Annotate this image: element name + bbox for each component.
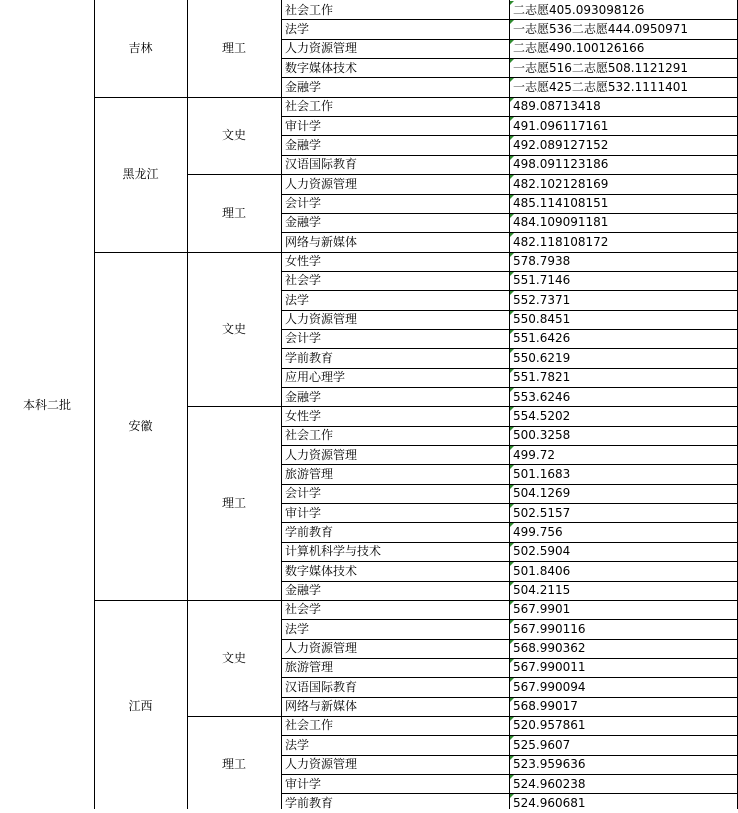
number-as-text-indicator <box>510 678 514 682</box>
major-cell[interactable]: 学前教育 <box>285 524 334 539</box>
major-cell[interactable]: 会计学 <box>285 486 322 501</box>
score-cell[interactable]: 567.990011 <box>513 660 586 675</box>
score-cell[interactable]: 499.756 <box>513 524 563 539</box>
number-as-text-indicator <box>510 388 514 392</box>
number-as-text-indicator <box>510 427 514 431</box>
score-cell[interactable]: 485.114108151 <box>513 196 609 210</box>
number-as-text-indicator <box>510 20 514 24</box>
major-cell[interactable]: 法学 <box>285 21 310 36</box>
stream-cell[interactable]: 理工 <box>221 205 246 220</box>
column-border <box>509 0 510 809</box>
major-cell[interactable]: 金融学 <box>285 215 322 230</box>
row-border <box>187 600 281 601</box>
number-as-text-indicator <box>510 117 514 121</box>
score-cell[interactable]: 525.9607 <box>513 737 571 752</box>
major-cell[interactable]: 人力资源管理 <box>285 757 358 772</box>
major-cell[interactable]: 审计学 <box>285 505 322 520</box>
major-cell[interactable]: 金融学 <box>285 79 322 94</box>
major-cell[interactable]: 人力资源管理 <box>285 41 358 56</box>
score-cell[interactable]: 551.7821 <box>513 370 571 385</box>
score-cell[interactable]: 一志愿425二志愿532.1111401 <box>513 79 689 94</box>
score-cell[interactable]: 492.089127152 <box>513 137 609 152</box>
major-cell[interactable]: 法学 <box>285 621 310 636</box>
score-cell[interactable]: 552.7371 <box>513 292 571 307</box>
major-cell[interactable]: 计算机科学与技术 <box>285 544 382 559</box>
score-cell[interactable]: 504.2115 <box>513 583 571 597</box>
major-cell[interactable]: 金融学 <box>285 389 322 404</box>
number-as-text-indicator <box>510 175 514 179</box>
score-cell[interactable]: 500.3258 <box>513 428 571 443</box>
score-cell[interactable]: 553.6246 <box>513 389 571 404</box>
province-cell[interactable]: 吉林 <box>128 41 153 56</box>
score-cell[interactable]: 524.960681 <box>513 795 586 810</box>
number-as-text-indicator <box>510 136 514 140</box>
score-cell[interactable]: 499.72 <box>513 447 555 462</box>
score-cell[interactable]: 482.118108172 <box>513 234 609 249</box>
major-cell[interactable]: 学前教育 <box>285 795 334 810</box>
number-as-text-indicator <box>510 156 514 160</box>
number-as-text-indicator <box>510 620 514 624</box>
score-cell[interactable]: 一志愿536二志愿444.0950971 <box>513 21 689 36</box>
row-border <box>187 716 281 717</box>
score-cell[interactable]: 484.109091181 <box>513 215 609 230</box>
row-border <box>187 406 281 407</box>
number-as-text-indicator <box>510 698 514 702</box>
stream-cell[interactable]: 理工 <box>221 496 246 511</box>
score-cell[interactable]: 551.6426 <box>513 331 571 346</box>
number-as-text-indicator <box>510 311 514 315</box>
number-as-text-indicator <box>510 485 514 489</box>
major-cell[interactable]: 金融学 <box>285 137 322 152</box>
province-cell[interactable]: 黑龙江 <box>122 167 159 182</box>
score-cell[interactable]: 567.9901 <box>513 602 571 617</box>
score-cell[interactable]: 502.5157 <box>513 505 571 520</box>
score-cell[interactable]: 567.990094 <box>513 679 586 694</box>
score-cell[interactable]: 491.096117161 <box>513 118 609 133</box>
major-cell[interactable]: 旅游管理 <box>285 660 334 675</box>
number-as-text-indicator <box>510 446 514 450</box>
number-as-text-indicator <box>510 349 514 353</box>
number-as-text-indicator <box>510 465 514 469</box>
score-cell[interactable]: 550.6219 <box>513 350 571 365</box>
column-border <box>94 0 95 809</box>
number-as-text-indicator <box>510 78 514 82</box>
score-cell[interactable]: 523.959636 <box>513 757 586 772</box>
number-as-text-indicator <box>510 717 514 721</box>
province-cell[interactable]: 安徽 <box>128 418 153 433</box>
major-cell[interactable]: 法学 <box>285 292 310 307</box>
stream-cell[interactable]: 文史 <box>221 650 246 665</box>
number-as-text-indicator <box>510 272 514 276</box>
score-cell[interactable]: 501.1683 <box>513 466 571 481</box>
row-border <box>94 600 187 601</box>
major-cell[interactable]: 社会工作 <box>285 2 334 17</box>
major-cell[interactable]: 社会工作 <box>285 428 334 443</box>
major-cell[interactable]: 数字媒体技术 <box>285 563 358 578</box>
score-cell[interactable]: 568.990362 <box>513 641 586 656</box>
number-as-text-indicator <box>510 233 514 237</box>
score-cell[interactable]: 524.960238 <box>513 776 586 791</box>
major-cell[interactable]: 旅游管理 <box>285 466 334 481</box>
number-as-text-indicator <box>510 640 514 644</box>
score-cell[interactable]: 一志愿516二志愿508.1121291 <box>513 60 689 75</box>
stream-cell[interactable]: 文史 <box>221 128 246 143</box>
score-cell[interactable]: 二志愿405.093098126 <box>513 2 645 17</box>
number-as-text-indicator <box>510 1 514 5</box>
number-as-text-indicator <box>510 601 514 605</box>
score-cell[interactable]: 550.8451 <box>513 312 571 327</box>
number-as-text-indicator <box>510 562 514 566</box>
score-cell[interactable]: 554.5202 <box>513 408 571 423</box>
score-cell[interactable]: 567.990116 <box>513 621 586 636</box>
number-as-text-indicator <box>510 369 514 373</box>
stream-cell[interactable]: 文史 <box>221 321 246 336</box>
number-as-text-indicator <box>510 40 514 44</box>
major-cell[interactable]: 数字媒体技术 <box>285 60 358 75</box>
number-as-text-indicator <box>510 330 514 334</box>
major-cell[interactable]: 社会工作 <box>285 718 334 733</box>
row-border <box>94 252 187 253</box>
number-as-text-indicator <box>510 407 514 411</box>
number-as-text-indicator <box>510 291 514 295</box>
number-as-text-indicator <box>510 253 514 257</box>
batch-cell[interactable]: 本科二批 <box>22 397 71 412</box>
score-cell[interactable]: 498.091123186 <box>513 157 609 172</box>
score-cell[interactable]: 489.08713418 <box>513 99 601 114</box>
major-cell[interactable]: 网络与新媒体 <box>285 699 358 714</box>
major-cell[interactable]: 法学 <box>285 737 310 752</box>
score-cell[interactable]: 551.7146 <box>513 273 571 288</box>
major-cell[interactable]: 人力资源管理 <box>285 641 358 656</box>
row-border <box>187 97 281 98</box>
score-cell[interactable]: 482.102128169 <box>513 176 609 191</box>
number-as-text-indicator <box>510 523 514 527</box>
major-cell[interactable]: 人力资源管理 <box>285 312 358 327</box>
major-cell[interactable]: 学前教育 <box>285 350 334 365</box>
score-cell[interactable]: 520.957861 <box>513 718 586 733</box>
column-border <box>187 0 188 809</box>
number-as-text-indicator <box>510 504 514 508</box>
major-cell[interactable]: 汉语国际教育 <box>285 157 358 172</box>
number-as-text-indicator <box>510 582 514 586</box>
stream-cell[interactable]: 理工 <box>221 757 246 772</box>
number-as-text-indicator <box>510 195 514 199</box>
column-border <box>281 0 282 809</box>
major-cell[interactable]: 社会学 <box>285 602 322 617</box>
major-cell[interactable]: 社会学 <box>285 273 322 288</box>
major-cell[interactable]: 审计学 <box>285 118 322 133</box>
number-as-text-indicator <box>510 59 514 63</box>
number-as-text-indicator <box>510 775 514 779</box>
row-border <box>94 97 187 98</box>
number-as-text-indicator <box>510 543 514 547</box>
major-cell[interactable]: 女性学 <box>285 408 322 423</box>
score-cell[interactable]: 568.99017 <box>513 699 578 714</box>
major-cell[interactable]: 会计学 <box>285 331 322 346</box>
major-cell[interactable]: 汉语国际教育 <box>285 679 358 694</box>
number-as-text-indicator <box>510 736 514 740</box>
number-as-text-indicator <box>510 214 514 218</box>
score-cell[interactable]: 二志愿490.100126166 <box>513 41 645 56</box>
score-cell[interactable]: 501.8406 <box>513 563 571 578</box>
score-cell[interactable]: 502.5904 <box>513 544 571 559</box>
major-cell[interactable]: 会计学 <box>285 196 322 210</box>
major-cell[interactable]: 女性学 <box>285 254 322 269</box>
major-cell[interactable]: 人力资源管理 <box>285 176 358 191</box>
major-cell[interactable]: 审计学 <box>285 776 322 791</box>
number-as-text-indicator <box>510 659 514 663</box>
major-cell[interactable]: 应用心理学 <box>285 370 346 385</box>
major-cell[interactable]: 网络与新媒体 <box>285 234 358 249</box>
score-cell[interactable]: 504.1269 <box>513 486 571 501</box>
major-cell[interactable]: 人力资源管理 <box>285 447 358 462</box>
score-cell[interactable]: 578.7938 <box>513 254 571 269</box>
major-cell[interactable]: 金融学 <box>285 583 322 597</box>
major-cell[interactable]: 社会工作 <box>285 99 334 114</box>
number-as-text-indicator <box>510 756 514 760</box>
number-as-text-indicator <box>510 794 514 798</box>
number-as-text-indicator <box>510 98 514 102</box>
row-border <box>187 252 281 253</box>
province-cell[interactable]: 江西 <box>128 699 153 714</box>
stream-cell[interactable]: 理工 <box>221 41 246 56</box>
row-border <box>187 174 281 175</box>
